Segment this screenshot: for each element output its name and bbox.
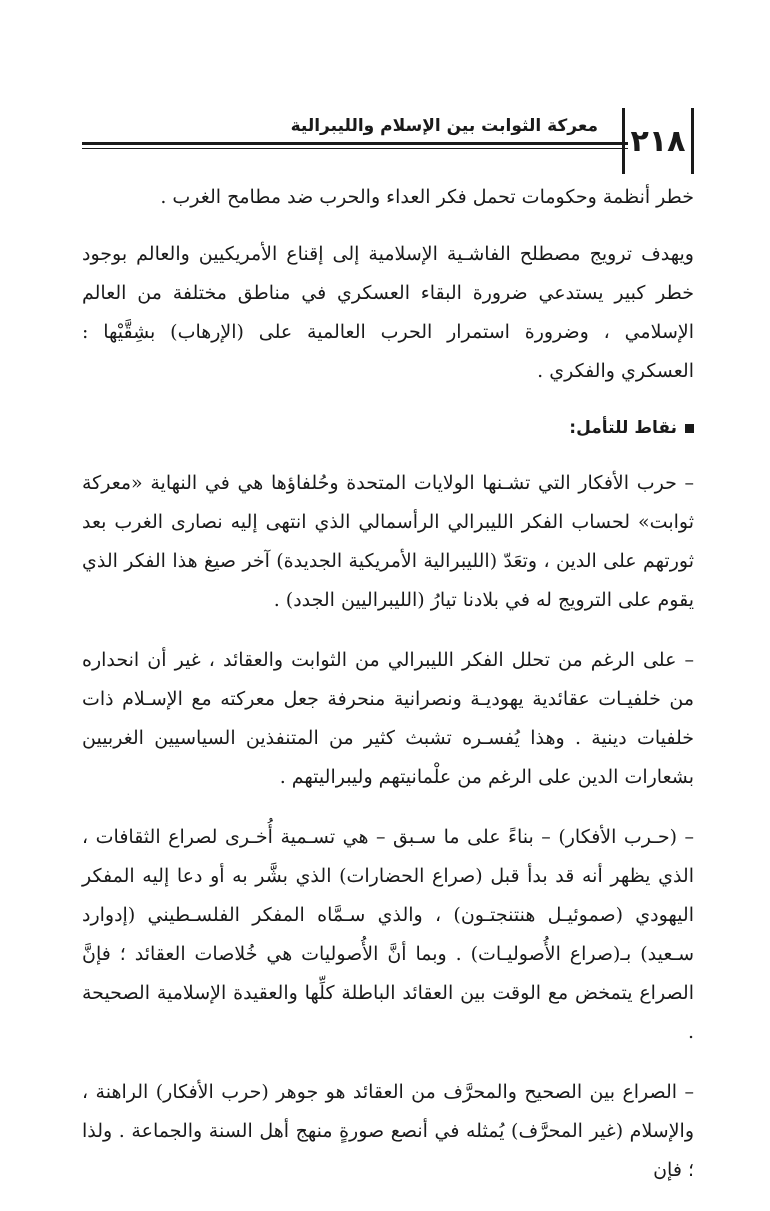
header-rule-thick	[82, 142, 628, 145]
header-rule-thin	[82, 148, 628, 149]
square-bullet-icon	[685, 424, 694, 433]
section-heading	[82, 409, 694, 448]
paragraph-6: – الصراع بين الصحيح والمحرَّف من العقائد هو جوهر (حرب الأفكار) الراهنة ، والإسلام (غير المحرَّف) يُمثله في أنصع صورةٍ منهج أهل السنة والجماعة . ولذا ؛ فإن	[82, 1081, 694, 1181]
page-number: ٢١٨	[622, 108, 694, 174]
section-heading-text: نقاط للتأمل:	[569, 418, 677, 438]
page-header	[82, 108, 694, 178]
paragraph-1: خطر أنظمة وحكومات تحمل فكر العداء والحرب ضد مطامح الغرب .	[160, 186, 694, 208]
paragraph-2: ويهدف ترويج مصطلح الفاشـية الإسلامية إلى إقناع الأمريكيين والعالم بوجود خطر كبير يستدعي ضرورة البقاء العسكري في مناطق مختلفة من العالم الإسلامي ، وضرورة استمرار الحرب العالمية على (الإرهاب) بشِقَّيْها : العسكري والفكري .	[82, 243, 694, 382]
paragraph-4: – على الرغم من تحلل الفكر الليبرالي من الثوابت والعقائد ، غير أن انحداره من خلفيـات عقائدية يهوديـة ونصرانية منحرفة جعل معركته مع الإسـلام ذات خلفيات دينية . وهذا يُفسـره تشبث كثير من المتنفذين السياسيين الغربيين بشعارات الدين على الرغم من علْمانيتهم وليبراليتهم .	[82, 649, 694, 788]
body-text	[82, 178, 694, 1211]
paragraph-3: – حرب الأفكار التي تشـنها الولايات المتحدة وحُلفاؤها هي في النهاية «معركة ثوابت» لحساب الفكر الليبرالي الرأسمالي الذي انتهى إليه نصارى الغرب بعد ثورتهم على الدين ، وتعَدّ (الليبرالية الأمريكية الجديدة) آخر صيغ هذا الفكر الذي يقوم على الترويج له في بلادنا تيارُ (الليبراليين الجدد) .	[82, 472, 694, 611]
running-title: معركة الثوابت بين الإسلام والليبرالية	[290, 116, 598, 136]
paragraph-5: – (حـرب الأفكار) – بناءً على ما سـبق – هي تسـمية أُخـرى لصراع الثقافات ، الذي يظهر أنه قد بدأ قبل (صراع الحضارات) الذي بشَّر به أو دعا إليه المفكر اليهودي (صموئيـل هنتنجتـون) ، والذي سـمَّاه المفكر الفلسـطيني (إدوارد سـعيد) بـ(صراع الأُصوليـات) . وبما أنَّ الأُصوليات هي خُلاصات العقائد ؛ فإنَّ الصراع يتمخض مع الوقت بين العقائد الباطلة كلِّها والعقيدة الإسلامية الصحيحة .	[82, 826, 694, 1043]
